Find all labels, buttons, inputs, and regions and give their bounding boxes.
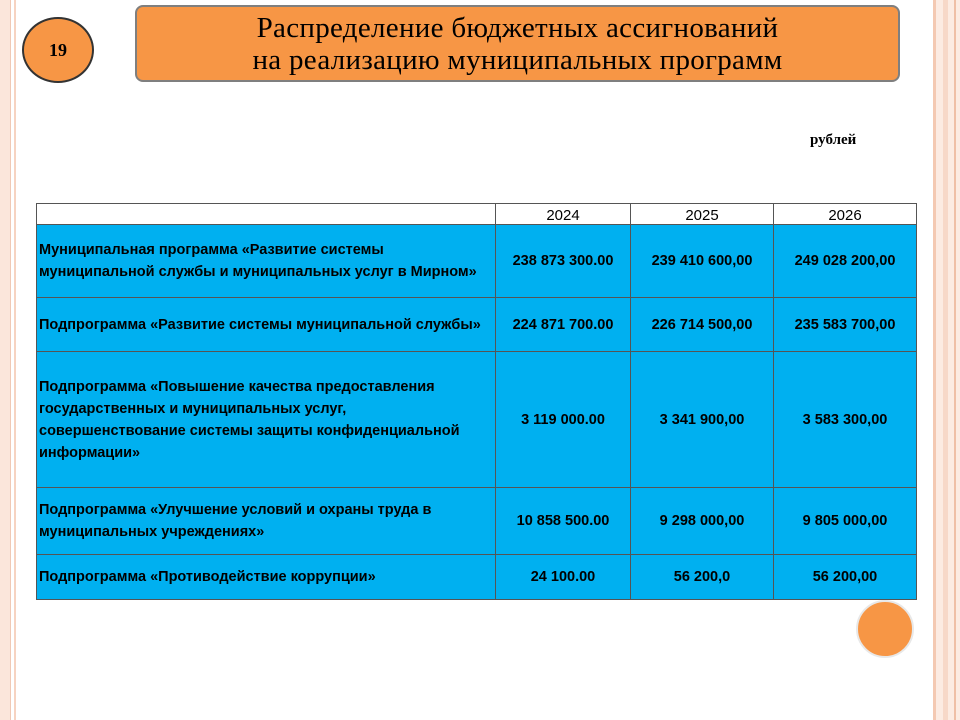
right-border-line (943, 0, 948, 720)
units-label: рублей (810, 132, 857, 148)
value-2026-cell: 235 583 700,00 (774, 298, 917, 352)
slide-title (252, 12, 782, 76)
program-name-cell: Подпрограмма «Повышение качества предоставления государственных и муниципальных услуг, совершенствование системы защиты конфиденциальной информации» (37, 352, 496, 488)
title-line-2: на реализацию муниципальных программ (252, 43, 783, 76)
table-row (37, 555, 917, 600)
header-cell-empty (37, 204, 496, 225)
value-2025-cell: 239 410 600,00 (631, 225, 774, 298)
table-row (37, 488, 917, 555)
program-name-cell: Подпрограмма «Развитие системы муниципальной службы» (37, 298, 496, 352)
value-2024-cell: 24 100.00 (496, 555, 631, 600)
right-border-line (954, 0, 956, 720)
value-2026-cell: 249 028 200,00 (774, 225, 917, 298)
program-name-cell: Подпрограмма «Улучшение условий и охраны труда в муниципальных учреждениях» (37, 488, 496, 555)
value-2026-cell: 3 583 300,00 (774, 352, 917, 488)
header-cell-2024: 2024 (496, 204, 631, 225)
value-2024-cell: 238 873 300.00 (496, 225, 631, 298)
value-2026-cell: 56 200,00 (774, 555, 917, 600)
table-header-row (37, 204, 917, 225)
table-row (37, 352, 917, 488)
slide-number-badge (22, 17, 94, 83)
title-box (135, 5, 900, 82)
slide-number: 19 (49, 39, 67, 60)
budget-table (36, 203, 917, 600)
table-row (37, 298, 917, 352)
value-2025-cell: 226 714 500,00 (631, 298, 774, 352)
header-cell-2026: 2026 (774, 204, 917, 225)
program-name-cell: Подпрограмма «Противодействие коррупции» (37, 555, 496, 600)
value-2025-cell: 3 341 900,00 (631, 352, 774, 488)
value-2025-cell: 56 200,0 (631, 555, 774, 600)
title-line-1: Распределение бюджетных ассигнований (256, 11, 779, 44)
decorative-circle (856, 600, 914, 658)
value-2026-cell: 9 805 000,00 (774, 488, 917, 555)
value-2024-cell: 3 119 000.00 (496, 352, 631, 488)
program-name-cell: Муниципальная программа «Развитие системы муниципальной службы и муниципальных услуг в Мирном» (37, 225, 496, 298)
value-2025-cell: 9 298 000,00 (631, 488, 774, 555)
left-border-line (14, 0, 16, 720)
value-2024-cell: 10 858 500.00 (496, 488, 631, 555)
left-border-decoration (0, 0, 11, 720)
right-border-line (933, 0, 936, 720)
header-cell-2025: 2025 (631, 204, 774, 225)
value-2024-cell: 224 871 700.00 (496, 298, 631, 352)
table-row (37, 225, 917, 298)
